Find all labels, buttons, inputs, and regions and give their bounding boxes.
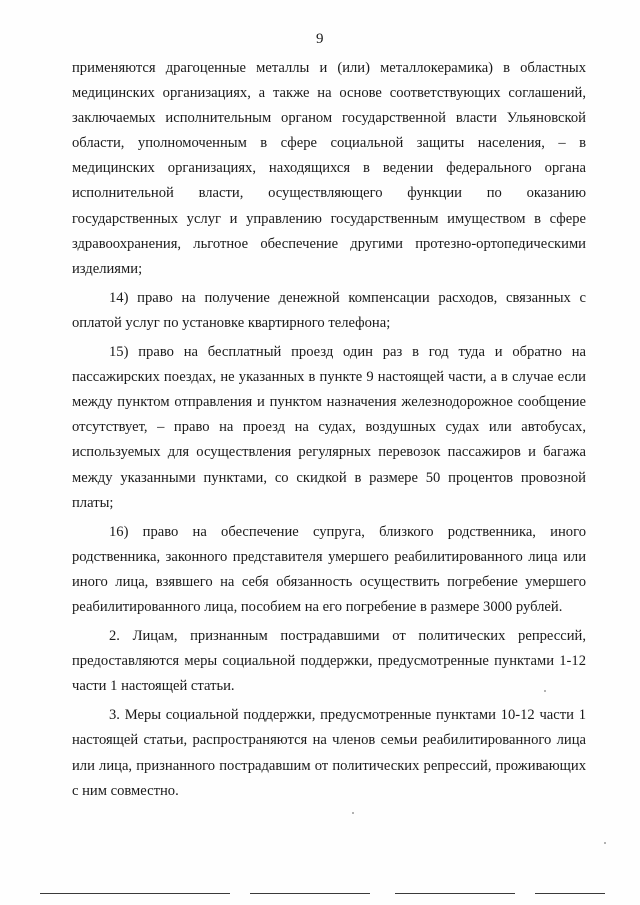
scan-edge-segment [40, 893, 230, 894]
page-number: 9 [316, 31, 324, 47]
scan-speck [352, 812, 354, 814]
scan-edge-segment [535, 893, 605, 894]
document-body [72, 56, 586, 806]
paragraph-continuation: применяются драгоценные металлы и (или) металлокерамика) в областных медицинских организациях, а также на основе соответствующих соглашений, заключаемых исполнительным органом государственной власти Ульяновской области, уполномоченным в сфере социальной защиты населения, – в медицинских организациях, находящихся в ведении федерального органа исполнительной власти, осуществляющего функции по оказанию государственных услуг и управлению государственным имуществом в сфере здравоохранения, льготное обеспечение другими протезно-ортопедическими изделиями; [72, 60, 586, 277]
scan-speck [544, 690, 546, 692]
paragraph-part-2: 2. Лицам, признанным пострадавшими от политических репрессий, предоставляются меры социальной поддержки, предусмотренные пунктами 1-12 части 1 настоящей статьи. [72, 628, 586, 695]
scan-edge-segment [250, 893, 370, 894]
paragraph-item-16: 16) право на обеспечение супруга, близкого родственника, иного родственника, законного представителя умершего реабилитированного лица или иного лица, взявшего на себя обязанность осуществить погребение умершего реабилитированного лица, пособием на его погребение в размере 3000 рублей. [72, 523, 586, 615]
scan-edge-segment [395, 893, 515, 894]
scan-speck [604, 842, 606, 844]
paragraph-part-3: 3. Меры социальной поддержки, предусмотренные пунктами 10-12 части 1 настоящей статьи, распространяются на членов семьи реабилитированного лица или лица, признанного пострадавшим от политических репрессий, проживающих с ним совместно. [72, 707, 586, 799]
paragraph-item-14: 14) право на получение денежной компенсации расходов, связанных с оплатой услуг по установке квартирного телефона; [72, 289, 586, 331]
paragraph-item-15: 15) право на бесплатный проезд один раз в год туда и обратно на пассажирских поездах, не указанных в пункте 9 настоящей части, а в случае если между пунктом отправления и пунктом назначения железнодорожное сообщение отсутствует, – право на проезд на судах, воздушных судах или автобусах, используемых для осуществления регулярных перевозок пассажиров и багажа между указанными пунктами, со скидкой в размере 50 процентов провозной платы; [72, 344, 586, 511]
